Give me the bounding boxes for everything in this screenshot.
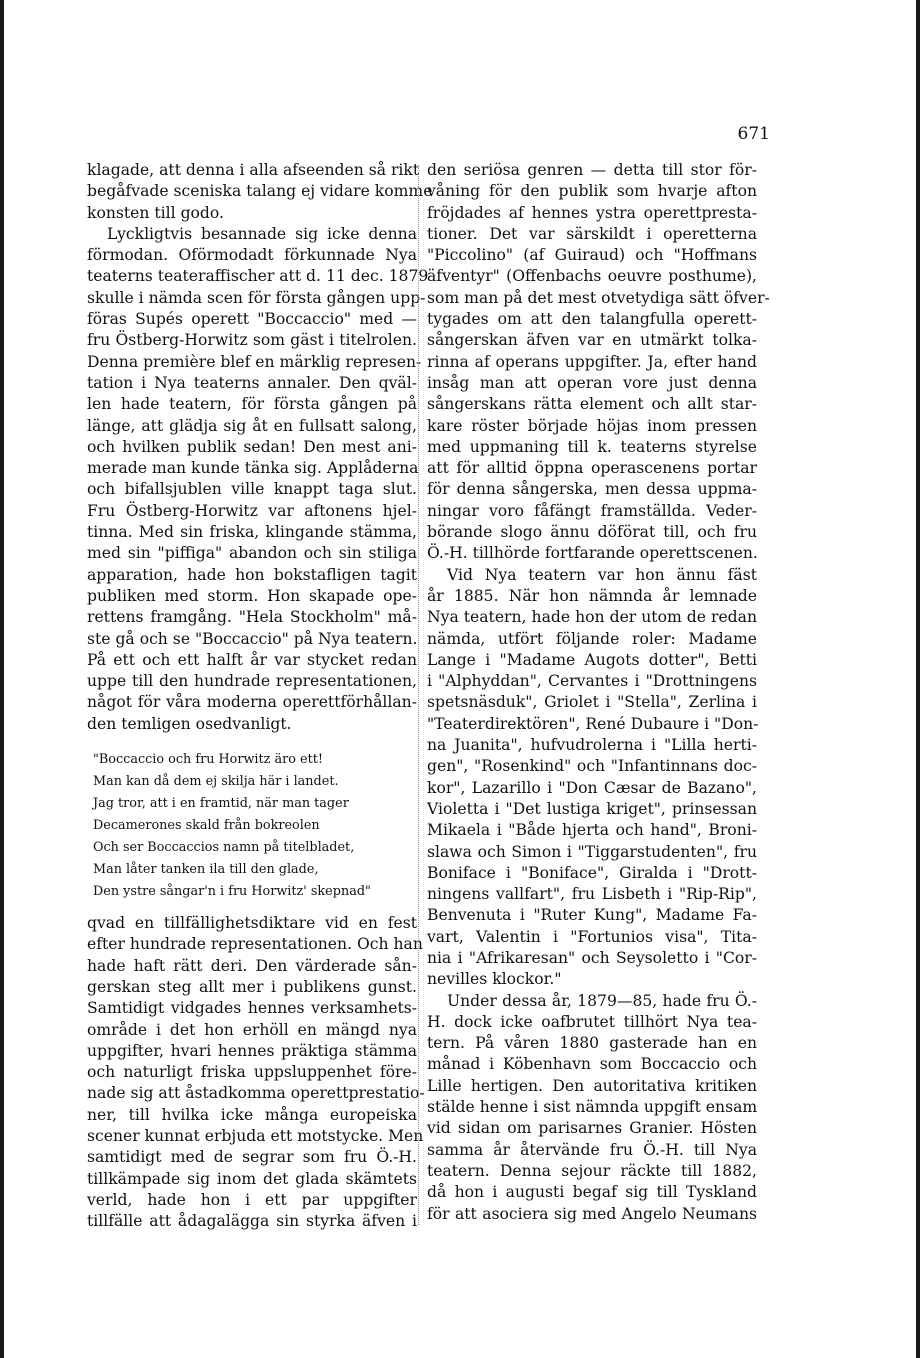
text-line: "Teaterdirektören", René Dubaure i "Don-	[427, 714, 759, 733]
right-column	[427, 160, 770, 1225]
text-line: den temligen osedvanligt.	[87, 714, 292, 733]
verse-line: "Boccaccio och fru Horwitz äro ett!	[93, 752, 324, 768]
text-line: apparation, hade hon bokstafligen tagit	[87, 565, 417, 584]
text-line: med uppmaning till k. teaterns styrelse	[427, 437, 757, 456]
page-edge-right	[916, 0, 920, 1358]
verse-quote	[93, 749, 417, 903]
text-line: för att asociera sig med Angelo Neumans	[427, 1204, 757, 1223]
text-line: tation i Nya teaterns annaler. Den qväl-	[87, 373, 417, 392]
text-line: månad i Köbenhavn som Boccaccio och	[427, 1055, 757, 1074]
text-line: tillkämpade sig inom det glada skämtets	[87, 1169, 417, 1188]
text-line: ste gå och se "Boccaccio" på Nya teatern.	[87, 629, 418, 648]
text-line: i "Alphyddan", Cervantes i "Drottningens	[427, 672, 757, 691]
text-line: nämda, utfört följande roler: Madame	[427, 629, 757, 648]
text-line: na Juanita", hufvudrolerna i "Lilla herti-	[427, 736, 757, 755]
text-line: nade sig att åstadkomma operettprestatio-	[87, 1084, 425, 1103]
text-line: tygades om att den talangfulla operett-	[427, 310, 757, 329]
text-line: Samtidigt vidgades hennes verksamhets-	[87, 999, 417, 1018]
text-line: Violetta i "Det lustiga kriget", prinsessan	[427, 799, 757, 818]
text-line: begåfvade sceniska talang ej vidare komme	[87, 182, 433, 201]
text-line: insåg man att operan vore just denna	[427, 373, 757, 392]
text-line: Denna première blef en märklig represen-	[87, 352, 422, 371]
text-line: hade haft rätt deri. Den värderade sån-	[87, 956, 417, 975]
text-line: efter hundrade representationen. Och han	[87, 935, 423, 954]
text-line: år 1885. När hon nämnda år lemnade	[427, 586, 757, 605]
text-line: nevilles klockor."	[427, 970, 562, 989]
text-line: merade man kunde tänka sig. Applåderna	[87, 459, 419, 478]
verse-line: Jag tror, att i en framtid, när man tager	[93, 796, 349, 812]
text-line: sångerskan äfven var en utmärkt tolka-	[427, 331, 757, 350]
text-line: spetsnäsduk", Griolet i "Stella", Zerlina i	[427, 693, 757, 712]
text-line: och hvilken publik sedan! Den mest ani-	[87, 437, 417, 456]
text-line: med sin "piffiga" abandon och sin stiliga	[87, 544, 417, 563]
text-line: för denna sångerska, men dessa uppma-	[427, 480, 757, 499]
text-line: tern. På våren 1880 gasterade han en	[427, 1034, 757, 1053]
text-line: sångerskans rätta element och allt star-	[427, 395, 757, 414]
text-line: Benvenuta i "Ruter Kung", Madame Fa-	[427, 906, 757, 925]
paragraph	[87, 913, 425, 1232]
text-line: Lille hertigen. Den autoritativa kritiken	[427, 1076, 757, 1095]
text-line: kare röster började höjas inom pressen	[427, 416, 757, 435]
text-line: verld, hade hon i ett par uppgifter	[87, 1190, 417, 1209]
verse-line: Man kan då dem ej skilja här i landet.	[93, 774, 339, 790]
text-line: samma år återvände fru Ö.-H. till Nya	[427, 1140, 757, 1159]
text-line: konsten till godo.	[87, 203, 224, 222]
text-line: rettens framgång. "Hela Stockholm" må-	[87, 608, 417, 627]
text-line: ner, till hvilka icke många europeiska	[87, 1105, 417, 1124]
text-line: På ett och ett halft år var stycket redan	[87, 650, 417, 669]
text-line: klagade, att denna i alla afseenden så rikt	[87, 161, 420, 179]
text-line: len hade teatern, för första gången på	[87, 395, 417, 414]
text-line: fröjdades af hennes ystra operettpresta-	[427, 203, 757, 222]
text-line: skulle i nämda scen för första gången upp-	[87, 288, 426, 307]
paragraph	[427, 991, 757, 1225]
text-line: Vid Nya teatern var hon ännu fäst	[447, 565, 757, 584]
text-line: förmodan. Oförmodadt förkunnade Nya	[87, 246, 417, 265]
verse-line: Den ystre sångar'n i fru Horwitz' skepnad"	[93, 884, 371, 900]
text-line: "Piccolino" (af Guiraud) och "Hoffmans	[427, 246, 757, 265]
text-line: Boniface i "Boniface", Giralda i "Drott-	[427, 863, 757, 882]
text-line: länge, att glädja sig åt en fullsatt salong,	[87, 416, 417, 435]
text-line: att för alltid öppna operascenens portar	[427, 459, 757, 478]
text-line: teaterns teateraffischer att d. 11 dec. 1879	[87, 267, 429, 286]
text-line: vart, Valentin i "Fortunios visa", Tita-	[427, 927, 757, 946]
text-line: Nya teatern, hade hon der utom de redan	[427, 608, 757, 627]
page-edge-left	[0, 0, 4, 1358]
text-line: något för våra moderna operettförhållan-	[87, 693, 417, 712]
text-line: som man på det mest otvetydiga sätt öfver-	[427, 288, 770, 307]
text-line: då hon i augusti begaf sig till Tyskland	[427, 1183, 757, 1202]
text-line: Fru Östberg-Horwitz var aftonens hjel-	[87, 501, 417, 520]
page-number: 671	[737, 124, 770, 144]
text-line: uppgifter, hvari hennes präktiga stämma	[87, 1041, 417, 1060]
text-line: stälde henne i sist nämnda uppgift ensam	[427, 1098, 758, 1117]
text-line: område i det hon erhöll en mängd nya	[87, 1020, 417, 1039]
text-line: vid sidan om parisarnes Granier. Hösten	[427, 1119, 757, 1138]
left-column	[87, 160, 433, 1232]
text-line: gerskan steg allt mer i publikens gunst.	[87, 977, 417, 996]
text-line: nia i "Afrikaresan" och Seysoletto i "Cor-	[427, 948, 757, 967]
text-line: Lange i "Madame Augots dotter", Betti	[427, 650, 757, 669]
text-line: rinna af operans uppgifter. Ja, efter hand	[427, 352, 757, 371]
text-line: börande slogo ännu döförat till, och fru	[427, 523, 757, 542]
verse-line: Decamerones skald från bokreolen	[93, 818, 320, 834]
text-line: äfventyr" (Offenbachs oeuvre posthume),	[427, 267, 757, 286]
text-line: uppe till den hundrade representationen,	[87, 672, 417, 691]
text-line: gen", "Rosenkind" och "Infantinnans doc-	[427, 757, 757, 776]
text-line: Lyckligtvis besannade sig icke denna	[107, 224, 417, 243]
text-line: och bifallsjublen ville knappt taga slut.	[87, 480, 417, 499]
column-divider	[418, 165, 419, 1225]
verse-line: Man låter tanken ila till den glade,	[93, 862, 319, 878]
text-line: H. dock icke oafbrutet tillhört Nya tea-	[427, 1012, 757, 1031]
text-line: fru Östberg-Horwitz som gäst i titelrolen.	[87, 331, 417, 350]
text-line: tioner. Det var särskildt i operetterna	[427, 224, 757, 243]
text-line: tillfälle att ådagalägga sin styrka äfven i	[87, 1212, 417, 1231]
text-line: publiken med storm. Hon skapade ope-	[87, 586, 417, 605]
text-line: kor", Lazarillo i "Don Cæsar de Bazano",	[427, 778, 757, 797]
text-line: Ö.-H. tillhörde fortfarande operettscenen.	[427, 544, 758, 563]
text-line: Under dessa år, 1879—85, hade fru Ö.-	[447, 991, 757, 1010]
text-line: våning för den publik som hvarje afton	[427, 182, 757, 201]
text-line: ningar voro fåfängt framställda. Veder-	[427, 501, 757, 520]
text-line: föras Supés operett "Boccaccio" med —	[87, 310, 417, 329]
text-line: samtidigt med de segrar som fru Ö.-H.	[87, 1148, 417, 1167]
text-line: tinna. Med sin friska, klingande stämma,	[87, 523, 417, 542]
text-line: Mikaela i "Både hjerta och hand", Broni-	[427, 821, 757, 840]
paragraph	[427, 160, 770, 565]
verse-line: Och ser Boccaccios namn på titelbladet,	[93, 840, 355, 856]
text-line: den seriösa genren — detta till stor för-	[427, 161, 757, 179]
text-line: och naturligt friska uppsluppenhet före-	[87, 1063, 417, 1082]
text-line: ningens vallfart", fru Lisbeth i "Rip-Rip",	[427, 885, 757, 904]
paragraph	[87, 160, 433, 224]
text-line: qvad en tillfällighetsdiktare vid en fest	[87, 914, 417, 933]
text-line: slawa och Simon i "Tiggarstudenten", fru	[427, 842, 757, 861]
paragraph	[87, 224, 429, 735]
text-line: scener kunnat erbjuda ett motstycke. Men	[87, 1126, 424, 1145]
paragraph	[427, 565, 757, 991]
text-line: teatern. Denna sejour räckte till 1882,	[427, 1161, 757, 1180]
